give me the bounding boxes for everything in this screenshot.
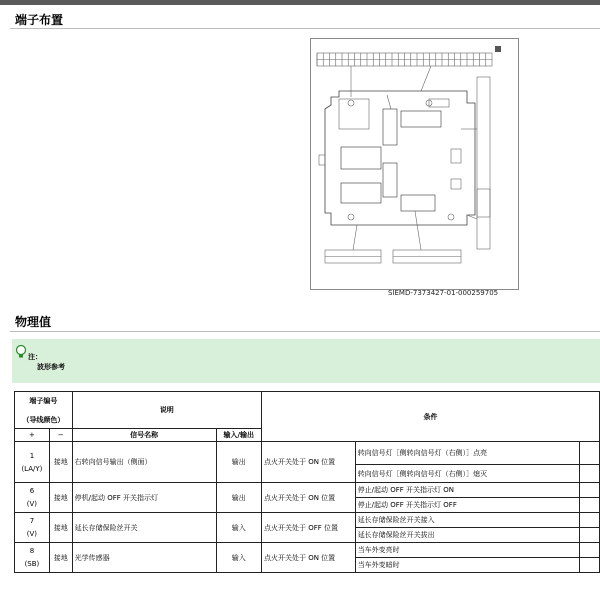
ground-cell: 接地: [49, 513, 72, 543]
terminal-cell: [15, 513, 50, 543]
wire-color: (LA/Y): [21, 464, 43, 473]
value-cell: [580, 442, 600, 465]
ground-cell: 接地: [49, 483, 72, 513]
value-cell: [580, 543, 600, 558]
terminal-no-label: 端子编号: [29, 396, 58, 405]
table-row: [15, 442, 600, 465]
condition-header: 条件: [261, 392, 599, 442]
condition-value: 点火开关处于 ON 位置: [261, 442, 355, 483]
table-row: [15, 483, 600, 498]
figure-caption: SIEMD-7373427-01-000259705: [388, 289, 499, 297]
io-header: 输入/输出: [216, 429, 261, 442]
signal-name: 延长存储保险丝开关: [72, 513, 216, 543]
terminal-cell: [15, 543, 50, 573]
note-box: [12, 339, 600, 383]
note-title: 注：: [28, 353, 42, 361]
section-divider: [10, 331, 600, 332]
lightbulb-icon: [15, 344, 27, 363]
table-row: [15, 513, 600, 528]
section-title-physical-values: 物理值: [15, 315, 52, 329]
value-cell: [580, 528, 600, 543]
signal-name-header: 信号名称: [72, 429, 216, 442]
value-cell: [580, 465, 600, 483]
sub-condition: 延长存储保险丝开关接入: [355, 513, 580, 528]
signal-name: 右转向信号输出（侧面）: [72, 442, 216, 483]
terminal-no-header: [15, 392, 73, 429]
value-cell: [580, 513, 600, 528]
io-value: 输入: [216, 543, 261, 573]
signal-name: 光学传感器: [72, 543, 216, 573]
value-cell: [580, 558, 600, 573]
ground-cell: 接地: [49, 543, 72, 573]
io-value: 输入: [216, 513, 261, 543]
sub-condition: 停止/起动 OFF 开关指示灯 OFF: [355, 498, 580, 513]
plus-header: +: [15, 429, 50, 442]
terminal-number: 6: [29, 487, 35, 495]
sub-condition: 转向信号灯［侧转向信号灯（右侧）］熄灭: [355, 465, 580, 483]
ground-cell: 接地: [49, 442, 72, 483]
value-cell: [580, 498, 600, 513]
signal-name: 停机/起动 OFF 开关指示灯: [72, 483, 216, 513]
condition-value: 点火开关处于 ON 位置: [261, 483, 355, 513]
sub-condition: 转向信号灯［侧转向信号灯（右侧）］点亮: [355, 442, 580, 465]
value-cell: [580, 483, 600, 498]
wire-color: (V): [26, 500, 38, 508]
terminal-number: 7: [29, 517, 35, 525]
physical-values-table: [14, 391, 600, 573]
sub-condition: 当车外变亮时: [355, 543, 580, 558]
minus-header: −: [49, 429, 72, 442]
table-row: [15, 543, 600, 558]
condition-value: 点火开关处于 OFF 位置: [261, 513, 355, 543]
condition-value: 点火开关处于 ON 位置: [261, 543, 355, 573]
terminal-cell: [15, 442, 50, 483]
terminal-number: 1: [29, 451, 35, 460]
section-title-terminal-layout: 端子布置: [15, 13, 64, 27]
io-value: 输出: [216, 442, 261, 483]
note-text: 波形参考: [37, 363, 65, 371]
terminal-number: 8: [29, 547, 35, 555]
wire-color: (V): [26, 530, 38, 538]
io-value: 输出: [216, 483, 261, 513]
top-bar: [0, 0, 600, 5]
connector-diagram: [310, 38, 519, 290]
wire-color-label: （导线颜色）: [22, 415, 65, 424]
connector-drawing: [311, 39, 518, 289]
wire-color: (SB): [24, 560, 40, 568]
sub-condition: 停止/起动 OFF 开关指示灯 ON: [355, 483, 580, 498]
description-header: 说明: [72, 392, 261, 429]
sub-condition: 当车外变暗时: [355, 558, 580, 573]
sub-condition: 延长存储保险丝开关拔出: [355, 528, 580, 543]
terminal-cell: [15, 483, 50, 513]
section-divider: [10, 28, 600, 29]
